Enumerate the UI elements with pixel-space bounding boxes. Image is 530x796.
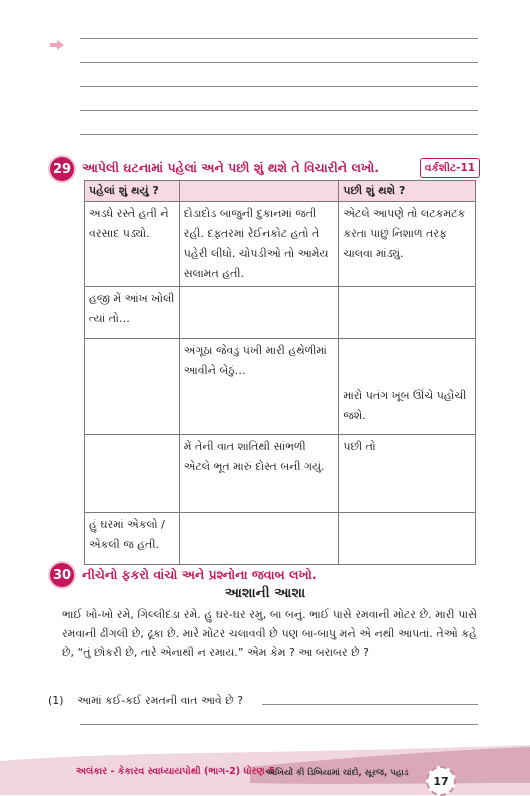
before-after-table — [84, 180, 476, 565]
footer-chapter-title: અખિયોં કી ડિબિયામાં ચાંદો, સૂરજ, પહાડ — [266, 768, 409, 778]
footer-book-title: અલંકાર - કેકારવ સ્વાધ્યાયપોથી (ભાગ-2) ધોરણ-5 — [76, 766, 276, 777]
question-1 — [48, 694, 243, 708]
answer-line — [80, 110, 478, 111]
answer-line — [80, 134, 478, 135]
table-cell: અડધે રસ્તે હતી ને વરસાદ પડ્યો. — [85, 202, 180, 287]
table-cell: અંગૂઠા જેવડું પંખી મારી હથેળીમાં આવીને બેઠું… — [179, 339, 339, 435]
table-row — [85, 287, 476, 339]
answer-line[interactable] — [262, 704, 478, 705]
table-cell[interactable] — [85, 339, 180, 435]
table-cell[interactable] — [179, 513, 339, 565]
page-number: 17 — [426, 766, 456, 796]
question-1-number: (1) — [48, 694, 64, 707]
table-header-row — [85, 181, 476, 202]
question-1-text: આમાં કઈ-કઈ રમતની વાત આવે છે ? — [77, 694, 244, 707]
table-cell[interactable]: પછી તો — [339, 435, 476, 513]
answer-line[interactable] — [80, 724, 478, 725]
question-number-30: 30 — [50, 563, 74, 587]
table-cell: હું ઘરમાં એકલો / એકલી જ હતી. — [85, 513, 180, 565]
question-29-text: આપેલી ઘટનામાં પહેલાં અને પછી શું થશે તે વિચારીને લખો. — [82, 160, 380, 175]
header-middle — [179, 181, 339, 202]
table-cell[interactable] — [339, 287, 476, 339]
header-before: પહેલાં શું થયું ? — [85, 181, 180, 202]
table-cell: દોડાદોડ બાજુની દુકાનમાં જતી રહી. દફ્તરમાં રેઈનકોટ હતો તે પહેરી લીધો. ચોપડીઓ તો આમેય સલામત હતી. — [179, 202, 339, 287]
answer-line — [80, 62, 478, 63]
worksheet-tag: વર્કશીટ-11 — [420, 158, 480, 178]
table-cell[interactable] — [85, 435, 180, 513]
table-cell: મારો પતંગ ખૂબ ઊંચે પહોંચી જશે. — [339, 339, 476, 435]
table-cell[interactable] — [339, 513, 476, 565]
table-cell: મેં તેની વાત શાંતિથી સાંભળી એટલે ભૂત મારું દોસ્ત બની ગયું. — [179, 435, 339, 513]
header-after: પછી શું થશે ? — [339, 181, 476, 202]
question-30-text: નીચેનો ફકરો વાંચો અને પ્રશ્નોના જવાબ લખો. — [82, 567, 317, 582]
table-cell: એટલે આપણે તો લટકમટક કરતા પાછું નિશાળ તરફ ચાલવા માંડ્યું. — [339, 202, 476, 287]
answer-line — [80, 38, 478, 39]
table-row — [85, 339, 476, 435]
table-cell: હજી મેં આંખ ખોલી ત્યાં તો… — [85, 287, 180, 339]
arrow-icon — [50, 40, 64, 50]
passage-title: આશાની આશા — [224, 585, 306, 601]
table-row — [85, 202, 476, 287]
question-number-29: 29 — [50, 157, 74, 181]
table-row — [85, 513, 476, 565]
passage-paragraph: ભાઈ ખો-ખો રમે, ગિલ્લીદંડા રમે. હું ઘર-ઘર રમું, બા બનું. ભાઈ પાસે રમવાની મોટર છે. મારી પાસે રમવાની ઢીંગલી છે, ઢૂકા છે. મારે મોટર ચલાવવી છે પણ બા-બાપુ મને એ નથી આપતાં. તેઓ કહે છે, “તું છોકરી છે, તારે એનાથી ન રમાય.” એમ કેમ ? આ બરાબર છે ? — [62, 608, 477, 659]
table-row — [85, 435, 476, 513]
table-cell[interactable] — [179, 287, 339, 339]
answer-line — [80, 86, 478, 87]
